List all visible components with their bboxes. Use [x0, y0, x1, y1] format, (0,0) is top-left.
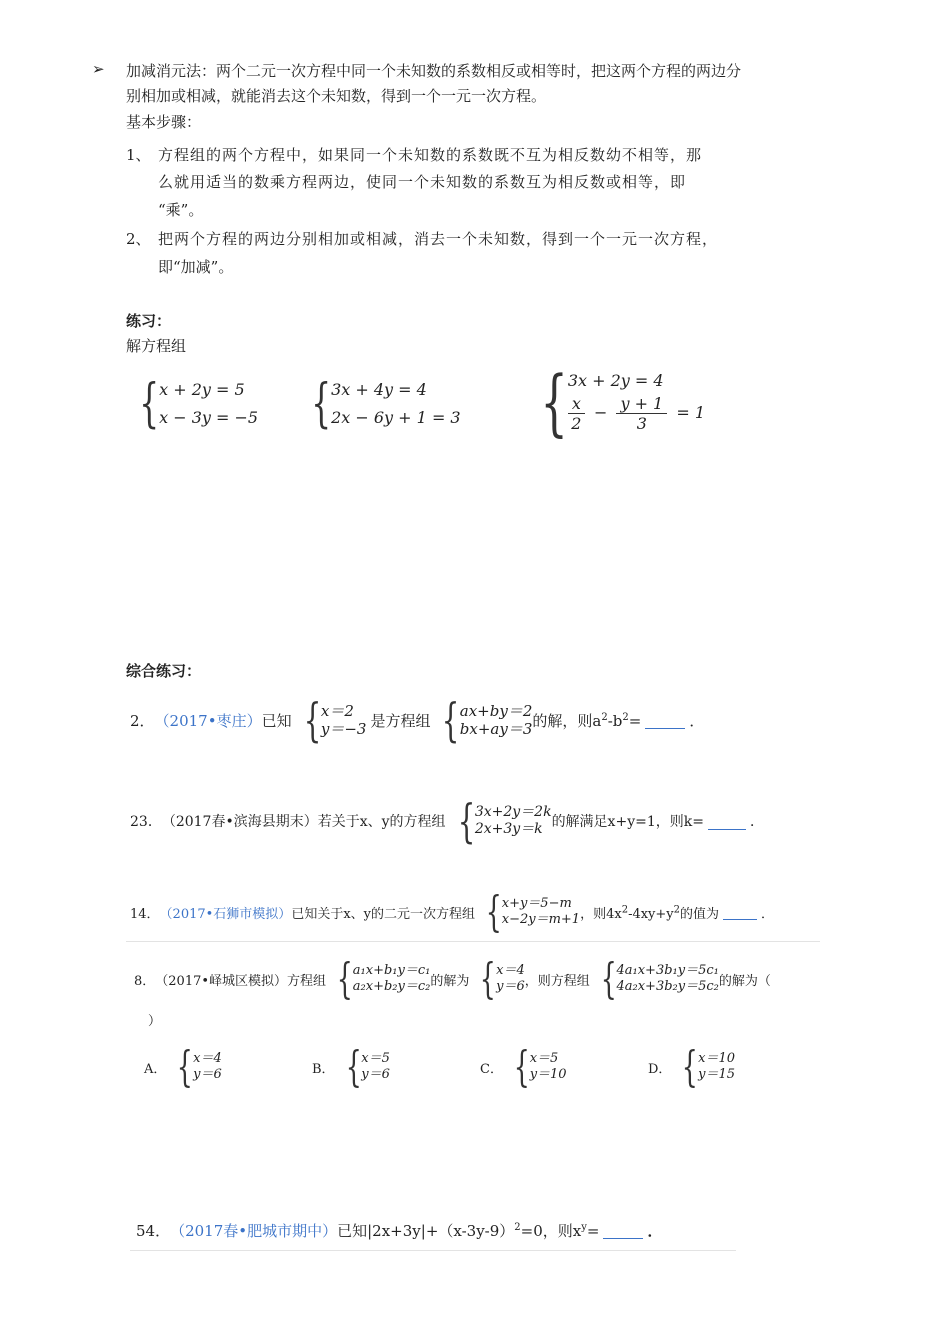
brace-icon: {	[480, 954, 497, 1003]
question-source: （2017春•滨海县期末）	[161, 814, 318, 830]
system-1-row-1: x + 2y = 5	[159, 380, 245, 399]
system-row: x−2y＝m+1	[501, 912, 581, 927]
brace-icon: {	[457, 794, 475, 848]
system-3-row-2	[568, 394, 705, 433]
system-row: a₁x+b₁y＝c₁	[352, 963, 431, 979]
separator-line	[130, 1250, 736, 1251]
question-end: ．	[761, 906, 775, 922]
system-row: x＝5	[361, 1051, 390, 1067]
system-row: x＝10	[698, 1051, 736, 1067]
equation-system-2	[298, 376, 461, 432]
brace-icon: {	[345, 1042, 362, 1091]
option-c[interactable]	[480, 1042, 567, 1091]
option-a[interactable]	[144, 1042, 222, 1091]
basic-steps-label: 基本步骤：	[126, 113, 202, 131]
system-row: y＝6	[496, 979, 525, 994]
option-system	[503, 1042, 567, 1091]
system-row: y＝15	[698, 1067, 736, 1082]
question-text: 方程组	[287, 973, 327, 989]
question-text: 已知$|2x+3y|+(x-3y-9)^2=0$，则$x^y=$	[337, 1222, 600, 1240]
practice-subtitle: 解方程组	[126, 337, 187, 355]
question-text: ，则方程组	[524, 973, 590, 989]
fraction-denominator: 3	[636, 414, 647, 434]
system-row: x＝2	[320, 702, 354, 720]
system-row: x+y＝5−m	[501, 896, 572, 912]
option-label: D．	[648, 1061, 672, 1077]
option-d[interactable]	[648, 1042, 736, 1091]
brace-icon: {	[485, 887, 502, 936]
question-text: 已知	[261, 711, 292, 730]
fraction-denominator: 2	[571, 414, 582, 434]
equation-system-1	[126, 376, 258, 432]
option-label: A．	[144, 1061, 167, 1077]
question-text: 是方程组	[370, 711, 431, 730]
question-number: 8．	[134, 973, 156, 989]
step-1-line-3: “乘”。	[158, 201, 204, 219]
system-row: y＝−3	[320, 720, 367, 738]
practice-title: 练习：	[126, 312, 172, 330]
brace-icon: {	[442, 693, 460, 747]
system-row: bx+ay＝3	[459, 720, 533, 738]
question-source: （2017春•肥城市期中）	[170, 1222, 338, 1240]
question-source: （2017•峄城区模拟）	[155, 973, 288, 989]
system-row: a₂x+b₂y＝c₂	[352, 979, 431, 994]
solution-system	[469, 954, 525, 1003]
system-row: x＝4	[496, 963, 525, 979]
option-label: B．	[312, 1061, 335, 1077]
step-1-line-2: 么就用适当的数乘方程两边，使同一个未知数的系数互为相反数或相等，即	[158, 173, 687, 191]
question-tail: ，则$4x^2-4xy+y^2$的值为	[580, 904, 720, 922]
step-1-line-1: 方程组的两个方程中，如果同一个未知数的系数既不互为相反数幼不相等，那	[158, 146, 703, 164]
question-source: （2017•枣庄）	[154, 711, 262, 730]
question-54	[136, 1220, 663, 1241]
question-source: （2017•石狮市模拟）	[159, 906, 292, 922]
minus-sign: −	[593, 403, 608, 423]
question-text: 已知关于x、y的二元一次方程组	[291, 906, 475, 922]
system-row: 4a₁x+3b₁y＝5c₁	[616, 963, 719, 979]
system-row: 3x+2y＝2k	[474, 804, 552, 821]
question-end: ．	[647, 1222, 663, 1240]
system-row: x＝4	[193, 1051, 222, 1067]
step-2-line-1: 把两个方程的两边分别相加或相减，消去一个未知数，得到一个一元一次方程，	[158, 230, 719, 248]
system-row: ax+by＝2	[459, 702, 533, 720]
question-end: ．	[749, 814, 764, 830]
question-number: 23．	[130, 814, 162, 830]
fraction-x-over-2	[568, 394, 585, 433]
system-1-row-2: x − 3y = −5	[159, 408, 259, 427]
step-2-number: 2、	[126, 230, 151, 248]
brace-icon: {	[139, 374, 160, 434]
system-row: 2x+3y＝k	[474, 821, 543, 837]
question-text: 的解为（	[718, 973, 771, 989]
comprehensive-title: 综合练习：	[126, 662, 202, 680]
brace-icon: {	[336, 954, 353, 1003]
system-row: y＝6	[361, 1067, 390, 1082]
brace-icon: {	[600, 954, 617, 1003]
question-end: ．	[689, 711, 705, 730]
brace-icon: {	[303, 693, 321, 747]
equation-system	[475, 887, 581, 936]
option-system	[671, 1042, 736, 1091]
intro-line-2: 别相加或相减，就能消去这个未知数，得到一个一元一次方程。	[126, 87, 547, 105]
system-row: y＝6	[193, 1067, 222, 1082]
fraction-y-plus-1-over-3	[616, 394, 667, 433]
bullet-arrow-icon: ➢	[92, 60, 105, 78]
system-row: x＝5	[529, 1051, 559, 1067]
intro-line-1: 加减消元法：两个二元一次方程中同一个未知数的系数相反或相等时，把这两个方程的两边分	[126, 62, 742, 80]
option-system	[166, 1042, 222, 1091]
question-number: 14．	[130, 906, 160, 922]
system-row: y＝10	[529, 1067, 567, 1082]
question-8	[134, 954, 771, 1003]
brace-icon: {	[177, 1042, 194, 1091]
system-row: 4a₂x+3b₂y＝5c₂	[616, 979, 719, 994]
equation-system-2	[590, 954, 719, 1003]
option-system	[335, 1042, 390, 1091]
system-2-row-1: 3x + 4y = 4	[331, 380, 427, 399]
question-8-close-paren: ）	[148, 1014, 162, 1029]
question-text: 的解为	[430, 973, 470, 989]
question-number: 2．	[130, 711, 155, 730]
question-23	[130, 794, 764, 848]
right-hand-side: = 1	[676, 403, 705, 423]
brace-icon: {	[540, 360, 568, 444]
brace-icon: {	[311, 374, 332, 434]
step-1-number: 1、	[126, 146, 151, 164]
question-2	[130, 693, 705, 747]
system-3-row-1: 3x + 2y = 4	[567, 370, 664, 390]
answer-blank[interactable]	[603, 1222, 643, 1239]
brace-icon: {	[682, 1042, 699, 1091]
equation-system-3	[522, 360, 705, 444]
separator-line	[126, 941, 820, 942]
brace-icon: {	[513, 1042, 530, 1091]
system-2-row-2: 2x − 6y + 1 = 3	[331, 408, 461, 427]
equation-system	[430, 693, 533, 747]
step-2-line-2: 即“加减”。	[158, 258, 234, 276]
fraction-numerator: y + 1	[616, 394, 667, 414]
question-tail: 的解，则$a^2-b^2=$	[532, 711, 642, 730]
question-14	[130, 887, 775, 936]
question-number: 54．	[136, 1222, 171, 1240]
equation-system	[326, 954, 431, 1003]
answer-blank[interactable]	[708, 813, 746, 830]
fraction-numerator: x	[568, 394, 585, 414]
equation-system	[446, 794, 552, 848]
option-b[interactable]	[312, 1042, 390, 1091]
answer-blank[interactable]	[645, 712, 685, 729]
answer-blank[interactable]	[723, 904, 757, 920]
given-solution-system	[292, 693, 367, 747]
option-label: C．	[480, 1061, 503, 1077]
question-text: 的解满足x+y=1，则k=	[551, 814, 704, 830]
question-text: 若关于x、y的方程组	[317, 814, 446, 830]
